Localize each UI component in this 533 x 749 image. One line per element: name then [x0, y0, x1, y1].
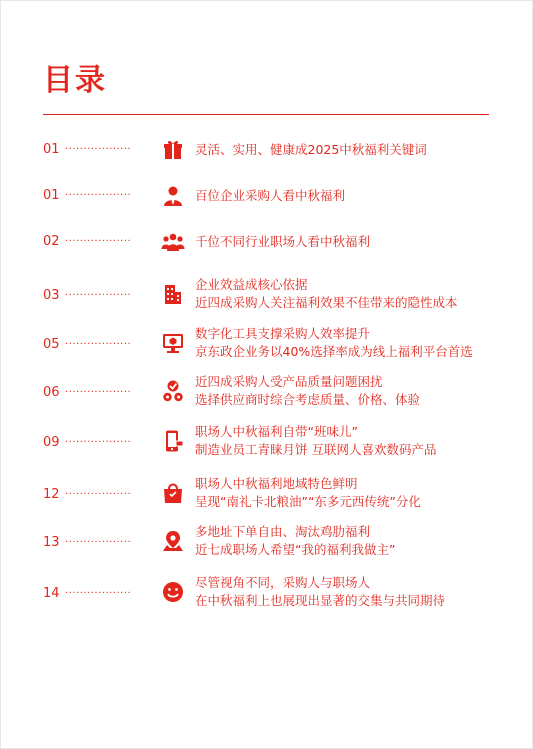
- entry-line: 近四成采购人关注福利效果不佳带来的隐性成本: [195, 295, 458, 310]
- entry-text: [195, 276, 458, 312]
- page-number: 02: [43, 234, 60, 249]
- entry-line: 职场人中秋福利自带“班味儿”: [195, 424, 358, 439]
- monitor-icon: [161, 331, 185, 355]
- leader-dots: ··················: [65, 437, 132, 448]
- page-number: 13: [43, 535, 60, 550]
- title-divider: [43, 114, 489, 115]
- toc-entry-7[interactable]: [43, 421, 503, 465]
- entry-line: 职场人中秋福利地域特色鲜明: [195, 476, 358, 491]
- entry-text: [195, 141, 427, 159]
- page-number: 01: [43, 142, 60, 157]
- toc-entry-8[interactable]: [43, 473, 503, 517]
- leader-dots: ··················: [65, 588, 132, 599]
- entry-line: 灵活、实用、健康成2025中秋福利关键词: [195, 142, 427, 157]
- entry-line: 企业效益成核心依据: [195, 277, 308, 292]
- entry-line: 百位企业采购人看中秋福利: [195, 188, 346, 203]
- gift-box-icon: [161, 138, 185, 162]
- entry-text: [195, 187, 345, 205]
- entry-line: 数字化工具支撑采购人效率提升: [195, 326, 371, 341]
- entry-text: [195, 233, 370, 251]
- entry-line: 千位不同行业职场人看中秋福利: [195, 234, 371, 249]
- toc-entry-4[interactable]: [43, 274, 503, 318]
- entry-text: [195, 523, 395, 559]
- entry-line: 尽管视角不同，采购人与职场人: [195, 575, 371, 590]
- page-number: 14: [43, 586, 60, 601]
- leader-dots: ··················: [65, 236, 132, 247]
- entry-line: 呈现“南礼卡北粮油”“东多元西传统”分化: [195, 494, 421, 509]
- page-number: 06: [43, 385, 60, 400]
- toc-entry-5[interactable]: [43, 323, 503, 367]
- entry-line: 近七成职场人希望“我的福利我做主”: [195, 542, 396, 557]
- quality-icon: [161, 379, 185, 403]
- location-pin-icon: [161, 529, 185, 553]
- leader-dots: ··················: [65, 144, 132, 155]
- leader-dots: ··················: [65, 387, 132, 398]
- entry-line: 近四成采购人受产品质量问题困扰: [195, 374, 383, 389]
- entry-text: [195, 475, 421, 511]
- page-number: 01: [43, 188, 60, 203]
- entry-text: [195, 574, 445, 610]
- smiley-icon: [161, 580, 185, 604]
- entry-text: [195, 325, 473, 361]
- toc-entry-1[interactable]: [43, 137, 503, 181]
- entry-line: 制造业员工青睐月饼 互联网人喜欢数码产品: [195, 442, 437, 457]
- toc-entry-2[interactable]: [43, 183, 503, 227]
- entry-line: 多地址下单自由、淘汰鸡肋福利: [195, 524, 371, 539]
- group-icon: [161, 230, 185, 254]
- leader-dots: ··················: [65, 537, 132, 548]
- entry-line: 选择供应商时综合考虑质量、价格、体验: [195, 392, 421, 407]
- leader-dots: ··················: [65, 339, 132, 350]
- leader-dots: ··················: [65, 190, 132, 201]
- toc-entry-10[interactable]: [43, 572, 503, 616]
- phone-icon: [161, 429, 185, 453]
- entry-line: 京东政企业务以40%选择率成为线上福利平台首选: [195, 344, 473, 359]
- toc-entry-6[interactable]: [43, 371, 503, 415]
- shopping-bag-icon: [161, 481, 185, 505]
- page-number: 05: [43, 337, 60, 352]
- entry-line: 在中秋福利上也展现出显著的交集与共同期待: [195, 593, 446, 608]
- person-icon: [161, 184, 185, 208]
- leader-dots: ··················: [65, 489, 132, 500]
- page-number: 12: [43, 487, 60, 502]
- toc-entry-3[interactable]: [43, 229, 503, 273]
- entry-text: [195, 373, 420, 409]
- page-title: 目录: [43, 63, 107, 98]
- page-number: 09: [43, 435, 60, 450]
- building-icon: [161, 282, 185, 306]
- toc-entry-9[interactable]: [43, 521, 503, 565]
- page-number: 03: [43, 288, 60, 303]
- leader-dots: ··················: [65, 290, 132, 301]
- entry-text: [195, 423, 436, 459]
